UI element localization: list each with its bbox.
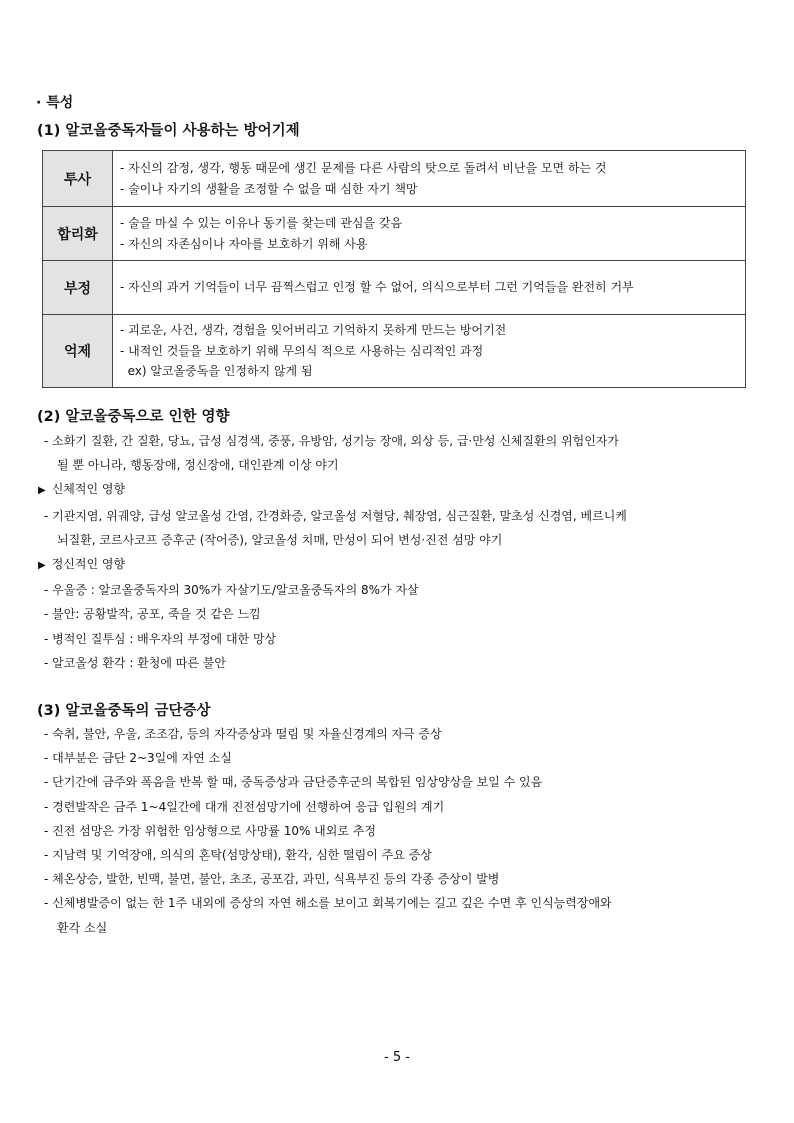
section1-title: (1) 알코올중독자들이 사용하는 방어기제 (37, 123, 300, 139)
subheading-mental: ▶ 정신적인 영향 (38, 557, 126, 572)
list-item: - 병적인 질투심 : 배우자의 부정에 대한 망상 (44, 631, 277, 646)
table-row (43, 315, 746, 388)
subheading-physical: ▶ 신체적인 영향 (38, 482, 126, 497)
description-line: - 자신의 과거 기억들이 너무 끔찍스럽고 인정 할 수 없어, 의식으로부터 그런 기억들을 완전히 거부 (120, 280, 634, 295)
triangle-bullet-icon: ▶ (38, 485, 46, 497)
list-item: - 우울증 : 알코올중독자의 30%가 자살기도/알코올중독자의 8%가 자살 (44, 583, 419, 598)
list-item: - 지남력 및 기억장애, 의식의 혼탁(섬망상태), 환각, 심한 떨림이 주요 증상 (44, 848, 432, 863)
list-item-continuation: 될 뿐 아니라, 행동장애, 정신장애, 대인관계 이상 야기 (57, 458, 339, 473)
characteristics-bullet: · 특성 (36, 95, 74, 111)
list-item: - 경련발작은 금주 1~4일간에 대개 진전섬망기에 선행하여 응급 입원의 계기 (44, 799, 445, 814)
list-item: - 기관지염, 위궤양, 급성 알코올성 간염, 간경화증, 알코올성 저혈당, 췌장염, 심근질환, 말초성 신경염, 베르니케 (44, 508, 627, 523)
term-cell: 억제 (43, 315, 113, 388)
description-cell (113, 151, 746, 207)
list-item: - 알코올성 환각 : 환청에 따른 불안 (44, 655, 226, 670)
list-item: - 체온상승, 발한, 빈맥, 불면, 불안, 초조, 공포감, 과민, 식욕부진 등의 각종 증상이 발병 (44, 872, 500, 887)
description-line: - 내적인 것들을 보호하기 위해 무의식 적으로 사용하는 심리적인 과정 (120, 343, 484, 358)
list-item: - 진전 섬망은 가장 위험한 임상형으로 사망률 10% 내외로 추정 (44, 823, 376, 838)
description-line: - 술을 마실 수 있는 이유나 동기를 찾는데 관심을 갖음 (120, 216, 403, 230)
description-line: - 괴로운, 사건, 생각, 경험을 잊어버리고 기억하지 못하게 만드는 방어기전 (120, 323, 507, 338)
list-item: - 숙취, 불안, 우울, 조조감, 등의 자각증상과 떨림 및 자율신경계의 자극 증상 (44, 727, 442, 741)
term-cell: 합리화 (43, 207, 113, 261)
term-cell: 부정 (43, 261, 113, 315)
description-line: ex) 알코올중독을 인정하지 않게 됨 (120, 364, 313, 379)
section3-title: (3) 알코올중독의 금단증상 (37, 703, 211, 719)
section2-title: (2) 알코올중독으로 인한 영향 (37, 409, 230, 425)
page-number: - 5 - (384, 1050, 410, 1065)
description-line: - 술이나 자기의 생활을 조정할 수 없을 때 심한 자기 책망 (120, 181, 418, 196)
description-line: - 자신의 감정, 생각, 행동 때문에 생긴 문제를 다른 사람의 탓으로 돌려서 비난을 모면 하는 것 (120, 161, 607, 175)
table-row (43, 151, 746, 207)
list-item: - 대부분은 금단 2~3일에 자연 소실 (44, 751, 232, 766)
list-item: - 단기간에 금주와 폭음을 반복 할 때, 중독증상과 금단증후군의 복합된 임상양상을 보일 수 있음 (44, 775, 543, 790)
list-item: - 신체병발증이 없는 한 1주 내외에 증상의 자연 해소를 보이고 회복기에는 길고 깊은 수면 후 인식능력장애와 (44, 896, 612, 911)
description-line: - 자신의 자존심이나 자아를 보호하기 위해 사용 (120, 236, 368, 251)
section2-list (38, 429, 627, 675)
defense-mechanism-table (42, 150, 746, 388)
section3-list (44, 722, 612, 940)
list-item: - 불안: 공황발작, 공포, 죽을 것 같은 느낌 (44, 607, 261, 622)
term-cell: 투사 (43, 151, 113, 207)
list-item-continuation: 환각 소실 (57, 920, 108, 935)
description-cell (113, 207, 746, 261)
table-row (43, 261, 746, 315)
description-cell (113, 261, 746, 315)
table-row (43, 207, 746, 261)
list-item: - 소화기 질환, 간 질환, 당뇨, 급성 심경색, 중풍, 유방암, 성기능 장애, 외상 등, 급·만성 신체질환의 위험인자가 (44, 434, 619, 448)
description-cell (113, 315, 746, 388)
triangle-bullet-icon: ▶ (38, 560, 46, 572)
list-item-continuation: 뇌질환, 코르사코프 증후군 (작어증), 알코올성 치매, 만성이 되어 변성·진전 섬망 야기 (57, 532, 503, 547)
